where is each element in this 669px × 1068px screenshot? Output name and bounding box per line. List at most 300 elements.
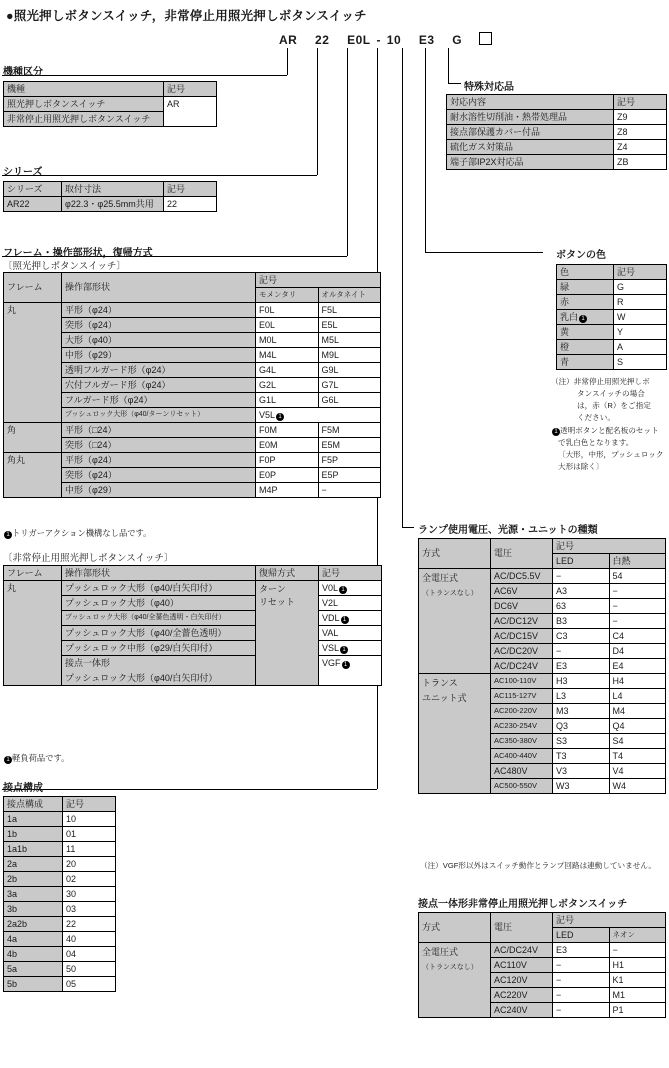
cell-momentary: M4L (256, 348, 319, 363)
table-row (4, 962, 116, 977)
cell-momentary: G2L (256, 378, 319, 393)
cell-contact-code: 02 (63, 872, 116, 887)
cell-led-code: 63 (553, 599, 610, 614)
cell-led-code: − (553, 644, 610, 659)
cell-contact-code: 04 (63, 947, 116, 962)
cell-alternate: F5L (318, 303, 381, 318)
cell-voltage: AC110V (491, 958, 553, 973)
col-header-frame: フレーム (4, 566, 62, 581)
cell-incandescent-code: S4 (609, 734, 666, 749)
cell-method-full-voltage: 全電圧式 （トランスなし） (419, 569, 491, 674)
cell-type-name: 照光押しボタンスイッチ (4, 97, 164, 112)
cell-color-code: S (614, 355, 667, 370)
col-header-code: 記号 (63, 797, 116, 812)
table-row (557, 355, 667, 370)
cell-shape: 中形（φ29） (62, 348, 256, 363)
cell-voltage: AC120V (491, 973, 553, 988)
cell-type-code (164, 112, 217, 127)
cell-led-code: W3 (553, 779, 610, 794)
cell-led-code: − (553, 973, 610, 988)
cell-led-code: E3 (553, 659, 610, 674)
cell-color-name: 青 (557, 355, 614, 370)
footnote-marker-icon: 1 (339, 586, 347, 594)
cell-incandescent-code: H4 (609, 674, 666, 689)
cell-shape: プッシュロック中形（φ29/白矢印付） (62, 641, 256, 656)
leader-line-22-vertical (317, 48, 318, 175)
cell-led-code: − (553, 1003, 610, 1018)
cell-contact-code: 50 (63, 962, 116, 977)
cell-contact-code: 30 (63, 887, 116, 902)
cell-alternate: F5M (318, 423, 381, 438)
cell-voltage: AC240V (491, 1003, 553, 1018)
cell-type-name: 非常停止用照光押しボタンスイッチ (4, 112, 164, 127)
table-row (419, 913, 666, 928)
col-header-code: 記号 (164, 82, 217, 97)
table-button-color (556, 264, 667, 370)
cell-incandescent-code: E4 (609, 659, 666, 674)
table-row (4, 812, 116, 827)
cell-shape: 透明フルガード形（φ24） (62, 363, 256, 378)
table-row (557, 310, 667, 325)
col-header-neon: ネオン (609, 928, 666, 943)
table-lamp-voltage (418, 538, 666, 794)
cell-led-code: S3 (553, 734, 610, 749)
cell-contact-name: 4b (4, 947, 63, 962)
cell-reset-method: ターン リセット (256, 581, 319, 686)
cell-neon-code: − (609, 943, 666, 958)
cell-voltage: AC/DC15V (491, 629, 553, 644)
table-row (4, 581, 382, 596)
cell-momentary: F0P (256, 453, 319, 468)
cell-shape: 穴付フルガード形（φ24） (62, 378, 256, 393)
cell-shape: 平形（□24） (62, 423, 256, 438)
col-header-series: シリーズ (4, 182, 62, 197)
cell-voltage: AC400-440V (491, 749, 553, 764)
section-heading-integrated: 接点一体形非常停止用照光押しボタンスイッチ (418, 899, 628, 910)
col-header-code: 記号 (256, 273, 381, 288)
cell-incandescent-code: 54 (609, 569, 666, 584)
cell-led-code: C3 (553, 629, 610, 644)
table-row (4, 82, 217, 97)
table-row (4, 453, 381, 468)
table-row (447, 110, 667, 125)
cell-voltage: AC100-110V (491, 674, 553, 689)
leader-line-ar-horizontal (2, 75, 287, 76)
leader-line-box-horizontal (448, 83, 461, 84)
footnote-marker-icon: 1 (4, 531, 12, 539)
cell-neon-code: M1 (609, 988, 666, 1003)
cell-series-size: φ22.3・φ25.5mm共用 (62, 197, 164, 212)
cell-shape: 突形（φ24） (62, 318, 256, 333)
cell-incandescent-code: W4 (609, 779, 666, 794)
footnote-marker-icon: 1 (342, 661, 350, 669)
model-part-2: E0L (347, 33, 371, 47)
section-heading-type-class: 機種区分 (3, 67, 43, 78)
cell-code: VAL (319, 626, 382, 641)
cell-method-transformer: トランス ユニット式 (419, 674, 491, 794)
col-header-content: 対応内容 (447, 95, 614, 110)
cell-incandescent-code: L4 (609, 689, 666, 704)
table-row (4, 273, 381, 288)
page-title: ●照光押しボタンスイッチ，非常停止用照光押しボタンスイッチ (6, 9, 367, 23)
cell-shape: 平形（φ24） (62, 303, 256, 318)
cell-contact-name: 2b (4, 872, 63, 887)
cell-contact-name: 5b (4, 977, 63, 992)
footnote-light-load: 1 軽負荷品です。 (3, 753, 69, 764)
cell-type-code: AR (164, 97, 217, 112)
cell-contact-code: 22 (63, 917, 116, 932)
cell-voltage: AC230-254V (491, 719, 553, 734)
cell-momentary: E0P (256, 468, 319, 483)
table-row (4, 566, 382, 581)
col-header-code: 記号 (614, 95, 667, 110)
cell-momentary: V5L 1 (256, 408, 381, 423)
table-row (419, 943, 666, 958)
leader-line-e0l-vertical (347, 48, 348, 256)
cell-incandescent-code: − (609, 614, 666, 629)
footnote-marker-icon: 1 (340, 646, 348, 654)
cell-frame-round: 丸 (4, 303, 62, 423)
cell-momentary: G1L (256, 393, 319, 408)
table-row (4, 932, 116, 947)
table-row (4, 827, 116, 842)
cell-alternate: G7L (318, 378, 381, 393)
cell-led-code: L3 (553, 689, 610, 704)
table-row (4, 197, 217, 212)
model-part-6: G (452, 33, 463, 47)
cell-incandescent-code: T4 (609, 749, 666, 764)
cell-color-name: 黄 (557, 325, 614, 340)
table-row (4, 977, 116, 992)
table-frame-illuminated (3, 272, 381, 498)
cell-voltage: AC6V (491, 584, 553, 599)
cell-contact-code: 40 (63, 932, 116, 947)
cell-special-name: 接点部保護カバー付品 (447, 125, 614, 140)
cell-contact-code: 10 (63, 812, 116, 827)
note-button-color-1: （注）非常停止用照光押しボ (551, 377, 650, 386)
cell-special-code: ZB (614, 155, 667, 170)
model-part-4: 10 (386, 33, 402, 47)
cell-frame-square: 角 (4, 423, 62, 453)
col-header-momentary: モメンタリ (256, 288, 319, 303)
table-row (4, 947, 116, 962)
footnote-marker-icon: 1 (579, 315, 587, 323)
cell-led-code: E3 (553, 943, 610, 958)
cell-led-code: A3 (553, 584, 610, 599)
cell-voltage: AC/DC20V (491, 644, 553, 659)
col-header-size: 取付寸法 (62, 182, 164, 197)
cell-incandescent-code: V4 (609, 764, 666, 779)
cell-color-code: A (614, 340, 667, 355)
cell-special-name: 耐水溶性切削油・熱帯処理品 (447, 110, 614, 125)
cell-led-code: V3 (553, 764, 610, 779)
footnote-marker-icon: 1 (552, 428, 560, 436)
model-part-0: AR (279, 33, 298, 47)
cell-shape: 突形（□24） (62, 438, 256, 453)
cell-contact-code: 03 (63, 902, 116, 917)
note-button-color-line2: タンスイッチの場合 (577, 389, 645, 398)
col-header-method: 方式 (419, 913, 491, 943)
cell-led-code: H3 (553, 674, 610, 689)
cell-shape: フルガード形（φ24） (62, 393, 256, 408)
cell-shape: プッシュロック大形（φ40） (62, 596, 256, 611)
section-heading-special: 特殊対応品 (464, 82, 514, 93)
cell-momentary: G4L (256, 363, 319, 378)
cell-voltage: AC200-220V (491, 704, 553, 719)
table-row (4, 97, 217, 112)
section-heading-series: シリーズ (3, 167, 43, 178)
table-row (557, 280, 667, 295)
col-header-code: 記号 (553, 539, 666, 554)
table-row (419, 539, 666, 554)
cell-voltage: AC/DC12V (491, 614, 553, 629)
cell-contact-name: 3a (4, 887, 63, 902)
cell-color-code: R (614, 295, 667, 310)
cell-neon-code: H1 (609, 958, 666, 973)
section-heading-contact: 接点構成 (3, 783, 43, 794)
col-header-shape: 操作部形状 (62, 566, 256, 581)
cell-momentary: F0L (256, 303, 319, 318)
table-row (4, 887, 116, 902)
cell-voltage: AC220V (491, 988, 553, 1003)
cell-neon-code: P1 (609, 1003, 666, 1018)
footnote-trigger-action: 1 トリガーアクション機構なし品です。 (3, 528, 151, 539)
cell-contact-name: 3b (4, 902, 63, 917)
cell-alternate: E5L (318, 318, 381, 333)
table-row (447, 155, 667, 170)
cell-alternate: E5P (318, 468, 381, 483)
model-part-3: - (376, 33, 381, 47)
note-button-color-line3: は，赤（R）をご指定 (577, 401, 651, 410)
cell-contact-name: 2a2b (4, 917, 63, 932)
cell-special-code: Z8 (614, 125, 667, 140)
cell-color-name: 赤 (557, 295, 614, 310)
table-row (419, 674, 666, 689)
table-row (4, 872, 116, 887)
col-header-led: LED (553, 554, 610, 569)
cell-shape: プッシュロック大形（φ40/ターンリセット） (62, 408, 256, 423)
cell-voltage: AC500-550V (491, 779, 553, 794)
col-header-code: 記号 (553, 913, 666, 928)
cell-series-code: 22 (164, 197, 217, 212)
cell-contact-name: 5a (4, 962, 63, 977)
cell-incandescent-code: D4 (609, 644, 666, 659)
cell-momentary: M0L (256, 333, 319, 348)
col-header-code: 記号 (319, 566, 382, 581)
cell-led-code: − (553, 569, 610, 584)
cell-code: V2L (319, 596, 382, 611)
table-row (557, 265, 667, 280)
cell-code: V0L 1 (319, 581, 382, 596)
cell-color-name: 橙 (557, 340, 614, 355)
cell-voltage: AC/DC24V (491, 943, 553, 958)
cell-voltage: AC/DC24V (491, 659, 553, 674)
note-lamp-vgf: （注）VGF形以外はスイッチ動作とランプ回路は連動していません。 (420, 861, 656, 870)
leader-line-ar-vertical (287, 48, 288, 75)
cell-special-code: Z9 (614, 110, 667, 125)
cell-code: VSL 1 (319, 641, 382, 656)
cell-alternate: G9L (318, 363, 381, 378)
col-header-method: 方式 (419, 539, 491, 569)
cell-color-code: G (614, 280, 667, 295)
cell-incandescent-code: M4 (609, 704, 666, 719)
cell-shape: プッシュロック大形（φ40/全薔色透明・白矢印付） (62, 611, 256, 626)
col-header-contact: 接点構成 (4, 797, 63, 812)
cell-contact-code: 05 (63, 977, 116, 992)
col-header-type: 機種 (4, 82, 164, 97)
col-header-color: 色 (557, 265, 614, 280)
note-button-color-line4: ください。 (577, 413, 615, 422)
table-row (447, 140, 667, 155)
model-part-5: E3 (418, 33, 435, 47)
cell-led-code: M3 (553, 704, 610, 719)
table-row (4, 857, 116, 872)
cell-special-code: Z4 (614, 140, 667, 155)
cell-incandescent-code: − (609, 584, 666, 599)
footnote-marker-icon: 1 (276, 413, 284, 421)
footnote-marker-icon: 1 (341, 616, 349, 624)
cell-voltage: AC115-127V (491, 689, 553, 704)
leader-line-e3-vertical (402, 48, 403, 527)
cell-series-name: AR22 (4, 197, 62, 212)
leader-line-10-horizontal (2, 789, 377, 790)
cell-alternate: E5M (318, 438, 381, 453)
footnote-marker-icon: 1 (4, 756, 12, 764)
table-row (557, 325, 667, 340)
table-special-products (446, 94, 667, 170)
cell-shape: プッシュロック大形（φ40/白矢印付） (62, 581, 256, 596)
cell-contact-name: 1a (4, 812, 63, 827)
cell-frame-roundsquare: 角丸 (4, 453, 62, 498)
cell-neon-code: K1 (609, 973, 666, 988)
col-header-shape: 操作部形状 (62, 273, 256, 303)
note-button-color-2-line4: 大形は除く〕 (558, 462, 604, 471)
leader-line-e3-horizontal (402, 527, 414, 528)
cell-special-name: 硫化ガス対策品 (447, 140, 614, 155)
cell-color-code: W (614, 310, 667, 325)
cell-shape: 平形（φ24） (62, 453, 256, 468)
cell-special-name: 端子部IP2X対応品 (447, 155, 614, 170)
col-header-alternate: オルタネイト (318, 288, 381, 303)
col-header-code: 記号 (614, 265, 667, 280)
table-row (4, 797, 116, 812)
cell-momentary: M4P (256, 483, 319, 498)
table-integrated-emergency (418, 912, 666, 1018)
section-heading-button-color: ボタンの色 (556, 250, 606, 261)
leader-line-22-horizontal (2, 175, 317, 176)
note-button-color-2: 1 透明ボタンと配名板のセット (551, 426, 659, 437)
cell-incandescent-code: − (609, 599, 666, 614)
col-header-led: LED (553, 928, 610, 943)
cell-shape: 大形（φ40） (62, 333, 256, 348)
table-row (4, 423, 381, 438)
col-header-voltage: 電圧 (491, 539, 553, 569)
cell-alternate: − (318, 483, 381, 498)
model-code-string (278, 32, 493, 47)
cell-shape: プッシュロック大形（φ40/全薔色透明） (62, 626, 256, 641)
cell-alternate: F5P (318, 453, 381, 468)
table-row (4, 917, 116, 932)
table-series (3, 181, 217, 212)
cell-led-code: Q3 (553, 719, 610, 734)
note-button-color-2-line3: 〔大形，中形，プッシュロック (558, 450, 664, 459)
cell-shape: プッシュロック大形（φ40/白矢印付） (62, 671, 256, 686)
section-heading-frame: フレーム・操作部形状，復帰方式 (3, 248, 153, 259)
col-header-reset: 復帰方式 (256, 566, 319, 581)
cell-led-code: B3 (553, 614, 610, 629)
table-row (447, 95, 667, 110)
col-header-code: 記号 (164, 182, 217, 197)
cell-led-code: T3 (553, 749, 610, 764)
leader-line-g-horizontal (425, 252, 543, 253)
table-row (557, 295, 667, 310)
table-row (4, 182, 217, 197)
cell-voltage: AC480V (491, 764, 553, 779)
cell-contact-name: 1a1b (4, 842, 63, 857)
cell-contact-name: 4a (4, 932, 63, 947)
cell-alternate: M5L (318, 333, 381, 348)
model-part-1: 22 (315, 33, 330, 47)
cell-contact-code: 20 (63, 857, 116, 872)
cell-shape: 接点一体形 (62, 656, 256, 671)
table-row (557, 340, 667, 355)
col-header-frame: フレーム (4, 273, 62, 303)
cell-led-code: − (553, 958, 610, 973)
cell-alternate: M9L (318, 348, 381, 363)
table-row (447, 125, 667, 140)
subheading-illuminated: 〔照光押しボタンスイッチ〕 (3, 261, 126, 272)
table-row (4, 112, 217, 127)
cell-method-full-voltage: 全電圧式 （トランスなし） (419, 943, 491, 1018)
subheading-emergency-stop: 〔非常停止用照光押しボタンスイッチ〕 (3, 553, 174, 564)
col-header-voltage: 電圧 (491, 913, 553, 943)
leader-line-box-vertical (448, 48, 449, 83)
cell-code: VDL 1 (319, 611, 382, 626)
cell-voltage: DC6V (491, 599, 553, 614)
cell-shape: 中形（φ29） (62, 483, 256, 498)
cell-contact-name: 1b (4, 827, 63, 842)
cell-momentary: E0L (256, 318, 319, 333)
cell-color-code: Y (614, 325, 667, 340)
cell-momentary: E0M (256, 438, 319, 453)
section-heading-lamp-voltage: ランプ使用電圧、光源・ユニットの種類 (418, 525, 598, 536)
cell-shape: 突形（φ24） (62, 468, 256, 483)
table-type-class (3, 81, 217, 127)
cell-incandescent-code: C4 (609, 629, 666, 644)
cell-voltage: AC350-380V (491, 734, 553, 749)
cell-code: VGF 1 (319, 656, 382, 686)
table-row (4, 842, 116, 857)
cell-color-name: 乳白 1 (557, 310, 614, 325)
table-row (4, 902, 116, 917)
table-frame-emergency (3, 565, 382, 686)
table-row (419, 569, 666, 584)
cell-color-name: 緑 (557, 280, 614, 295)
cell-led-code: − (553, 988, 610, 1003)
cell-frame-round: 丸 (4, 581, 62, 686)
cell-contact-name: 2a (4, 857, 63, 872)
table-contact-configuration (3, 796, 116, 992)
col-header-incandescent: 白熱 (609, 554, 666, 569)
cell-contact-code: 11 (63, 842, 116, 857)
leader-line-g-vertical (425, 48, 426, 252)
model-blank-box-icon (479, 32, 492, 45)
cell-incandescent-code: Q4 (609, 719, 666, 734)
table-row (4, 303, 381, 318)
cell-momentary: F0M (256, 423, 319, 438)
cell-voltage: AC/DC5.5V (491, 569, 553, 584)
cell-contact-code: 01 (63, 827, 116, 842)
